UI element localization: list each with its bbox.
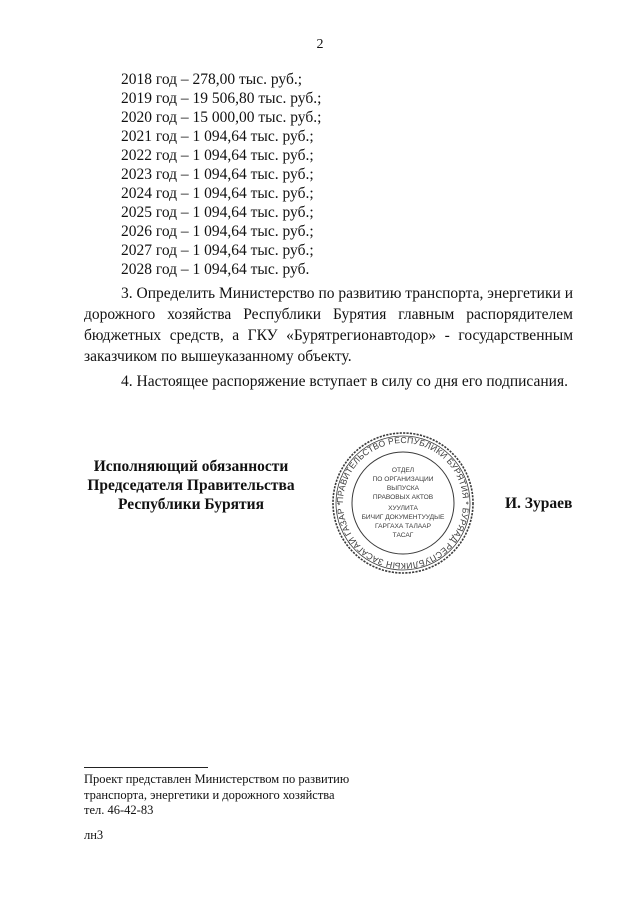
funding-item-2018: 2018 год – 278,00 тыс. руб.; xyxy=(121,71,303,88)
footnote-line: Проект представлен Министерством по развитию xyxy=(84,772,350,786)
funding-item-2024: 2024 год – 1 094,64 тыс. руб.; xyxy=(121,185,314,202)
funding-item-2021: 2021 год – 1 094,64 тыс. руб.; xyxy=(121,128,314,145)
seal-inner-line: ОТДЕЛ xyxy=(391,467,415,474)
official-seal-stamp xyxy=(328,428,478,578)
signatory-name: И. Зураев xyxy=(505,495,573,512)
signatory-title-line: Республики Бурятия xyxy=(118,496,264,513)
paragraph-4-effective-date: 4. Настоящее распоряжение вступает в силу со дня его подписания. xyxy=(121,373,568,390)
funding-item-2020: 2020 год – 15 000,00 тыс. руб.; xyxy=(121,109,322,126)
footnote-divider xyxy=(84,767,208,768)
seal-outer-text: ПРАВИТЕЛЬСТВО РЕСПУБЛИКИ БУРЯТИЯ * БУРЯАД РЕСПУБЛИКЫН ЗАСАГАЙ ГАЗАР * xyxy=(334,434,472,572)
footnote-line: транспорта, энергетики и дорожного хозяйства xyxy=(84,787,335,802)
seal-inner-line: ПРАВОВЫХ АКТОВ xyxy=(372,494,434,501)
funding-item-2026: 2026 год – 1 094,64 тыс. руб.; xyxy=(121,223,314,240)
seal-inner-line: ПО ОРГАНИЗАЦИИ xyxy=(372,476,434,483)
funding-item-2027: 2027 год – 1 094,64 тыс. руб.; xyxy=(121,242,314,259)
signatory-title-line: Исполняющий обязанности xyxy=(93,458,289,475)
funding-item-2019: 2019 год – 19 506,80 тыс. руб.; xyxy=(121,90,322,107)
funding-schedule-list xyxy=(121,70,321,279)
seal-inner-line: БИЧИГ ДОКУМЕНТУУДЫЕ xyxy=(361,514,445,521)
signatory-title-line: Председателя Правительства xyxy=(87,477,295,494)
funding-item-2023: 2023 год – 1 094,64 тыс. руб.; xyxy=(121,166,314,183)
footnote-phone: тел. 46-42-83 xyxy=(84,803,154,817)
funding-item-2025: 2025 год – 1 094,64 тыс. руб.; xyxy=(121,204,314,221)
funding-item-2028: 2028 год – 1 094,64 тыс. руб. xyxy=(121,261,310,278)
seal-inner-line: ГАРГАХА ТАЛААР xyxy=(375,523,431,530)
funding-item-2022: 2022 год – 1 094,64 тыс. руб.; xyxy=(121,147,314,164)
paragraph-3-designation: 3. Определить Министерство по развитию транспорта, энергетики и дорожного хозяйства Республики Бурятия главным распорядителем бюджетных средств, а ГКУ «Бурятрегионавтодор» - государственным заказчиком по вышеуказанному объекту. xyxy=(84,285,573,365)
seal-inner-line: ХУУЛИТА xyxy=(388,505,418,512)
signatory-title xyxy=(80,457,302,514)
seal-inner-line: ВЫПУСКА xyxy=(386,485,420,492)
footnote-block xyxy=(84,772,349,819)
document-code: лн3 xyxy=(84,828,104,842)
seal-inner-line: ТАСАГ xyxy=(392,532,414,539)
page-number: 2 xyxy=(316,37,324,52)
